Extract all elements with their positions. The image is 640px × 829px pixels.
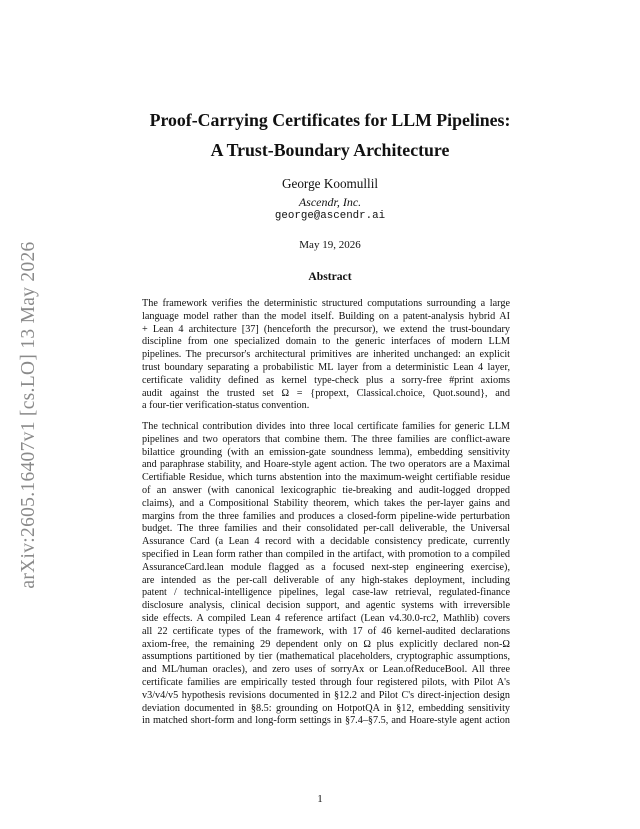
text-line: language model rather than the model itself. Building on a patent-analysis hybrid AI bbox=[142, 310, 510, 322]
page-number: 1 bbox=[317, 793, 323, 805]
text-line: trust boundary separating a probabilistic ML layer from a deterministic Lean 4 layer, bbox=[142, 361, 510, 373]
text-line: deviation documented in §8.5: grounding on HotpotQA in §12, embedding sensitivity bbox=[142, 702, 510, 714]
arxiv-identifier: arXiv:2605.16407v1 [cs.LO] 13 May 2026 bbox=[18, 241, 39, 589]
text-line: discipline from one specialized domain to the generic interfaces of modern LLM bbox=[142, 336, 510, 348]
text-line: margins from the three families and produces a closed-form pipeline-wide perturbation bbox=[142, 510, 510, 522]
text-line: side effects. A compiled Lean 4 reference artifact (Lean v4.30.0-rc2, Mathlib) covers bbox=[142, 612, 510, 624]
text-line: specified in Lean form rather than compiled in the artifact, with promotion to a compiled bbox=[142, 548, 510, 560]
arxiv-side-label bbox=[6, 225, 52, 605]
paper-title-line-2: A Trust-Boundary Architecture bbox=[210, 140, 450, 160]
abstract-heading: Abstract bbox=[308, 270, 352, 283]
text-line: pipelines and two operators that combine them. The three families are conflict-aware bbox=[142, 433, 510, 445]
text-line: v3/v4/v5 hypothesis revisions documented in §12.2 and Pilot C's direct-injection design bbox=[142, 689, 510, 701]
text-line: in matched short-form and long-form settings in §7.4–§7.5, and Hoare-style agent action bbox=[142, 715, 510, 727]
paper-date: May 19, 2026 bbox=[299, 239, 361, 251]
text-line: disclosure analysis, clinical decision support, and agentic systems with irreversible bbox=[142, 600, 510, 612]
text-line: The technical contribution divides into three local certificate families for generic LLM bbox=[142, 421, 510, 432]
abstract-paragraph-1 bbox=[142, 298, 510, 413]
text-line: budget. The three families and their consolidated per-call deliverable, the Universal bbox=[142, 523, 510, 535]
text-line: certificate families are empirically tested through four registered pilots, with Pilot A's bbox=[142, 676, 510, 688]
text-line: bilattice grounding (with an emission-gate soundness lemma), embedding sensitivity bbox=[142, 446, 510, 458]
text-line: The framework verifies the deterministic structured computations surrounding a large bbox=[142, 298, 510, 309]
text-line: are intended as the per-call deliverable of any high-stakes deployment, including bbox=[142, 574, 510, 586]
paper-title-line-1: Proof-Carrying Certificates for LLM Pipelines: bbox=[149, 110, 511, 130]
text-line: a four-tier verification-status convention. bbox=[142, 400, 310, 412]
text-line: certificate validity defined as kernel type-check plus a sorry-free #print axioms bbox=[142, 374, 510, 386]
text-line: and ML/human oracles), and zero uses of sorryAx or Lean.ofReduceBool. All three bbox=[142, 664, 510, 676]
text-line: Assurance Card (a Lean 4 record with a decidable consistency predicate, currently bbox=[142, 536, 510, 548]
text-line: assumptions partitioned by tier (mathematical placeholders, cryptographic assumptions, bbox=[142, 651, 510, 663]
text-line: all 22 certificate types of the framework, with 17 of 46 kernel-audited declarations bbox=[142, 625, 510, 637]
text-line: pipelines. The precursor's architectural primitives are inherited unchanged: an explicit bbox=[142, 349, 510, 361]
text-line: patent / technical-intelligence pipelines, legal case-law retrieval, regulated-finance bbox=[142, 587, 510, 599]
author-affiliation: Ascendr, Inc. bbox=[298, 195, 362, 209]
text-line: claims), and a Compositional Stability theorem, which takes the per-layer gains and bbox=[142, 497, 510, 509]
text-line: audit against the trusted set Ω = {propext, Classical.choice, Quot.sound}, and bbox=[142, 387, 510, 399]
author-name: George Koomullil bbox=[281, 176, 379, 191]
text-line: + Lean 4 architecture [37] (henceforth the precursor), we extend the trust-boundary bbox=[142, 323, 510, 335]
text-line: AssuranceCard.lean module flagged as a focused next-step engineering exercise), bbox=[142, 561, 510, 573]
abstract-paragraph-2 bbox=[142, 421, 510, 728]
text-line: axiom-free, the remaining 29 dependent only on Ω plus explicitly declared non-Ω bbox=[142, 638, 510, 650]
text-line: and paraphrase stability, and Hoare-style agent action. The two operators are a Maximal bbox=[142, 459, 510, 471]
text-line: of an answer (with canonical lexicographic tie-breaking and audit-logged dropped bbox=[142, 484, 510, 496]
author-email[interactable]: george@ascendr.ai bbox=[274, 210, 386, 222]
text-line: Certifiable Residue, which turns abstention into the maximum-weight certifiable residue bbox=[142, 472, 510, 484]
